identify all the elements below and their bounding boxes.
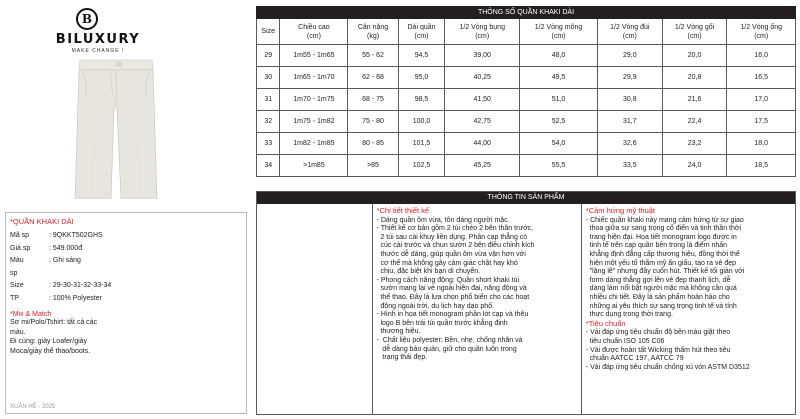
standard-text (586, 329, 791, 372)
spec-row: TP : 100% Polyester (10, 294, 102, 302)
table-cell: 42,75 (445, 111, 520, 133)
text-line: - Hình in họa tiết monogram phần lót cạp và thêu (376, 311, 529, 319)
text-line: cơ thể mà không gây cảm giác chật hay khó (376, 259, 518, 267)
table-cell: 31,7 (597, 111, 662, 133)
table-cell: 100,0 (398, 111, 445, 133)
spec-row: Màu sp : Ghi sáng (10, 257, 81, 277)
size-column-header: Dài quần (cm) (398, 19, 445, 45)
table-cell: 29 (257, 45, 280, 67)
spec-row: Mã sp : 9QKKT502GHS (10, 232, 103, 239)
table-cell: 68 - 75 (348, 89, 398, 111)
size-column-header: 1/2 Vòng đùi (cm) (597, 19, 662, 45)
table-row (257, 89, 796, 111)
table-cell: 51,0 (520, 89, 598, 111)
product-spec-box (5, 212, 247, 414)
text-line: form dáng thẳng gợi lên vẻ đẹp thanh lịch, dễ (585, 276, 731, 284)
mix-match-title: *Mix & Match (10, 311, 52, 318)
table-cell: >1m85 (280, 155, 348, 177)
size-table-title: THÔNG SỐ QUẦN KHAKI DÀI (257, 7, 796, 19)
text-line: - Phong cách năng động: Quần short khaki túi (376, 276, 520, 284)
table-cell: 17,0 (727, 89, 796, 111)
text-line: động ngoài trời, du lịch hay dạo phố. (376, 302, 495, 310)
text-line: những ai yêu thích sự sang trọng tinh tế và tính (585, 302, 737, 310)
product-info (256, 191, 796, 415)
table-row (257, 67, 796, 89)
table-row (257, 111, 796, 133)
season-label: XUÂN HÈ - 2025 (10, 404, 56, 410)
text-line: dàng làm nổi bật người mặc mà không cần quá (585, 285, 737, 293)
text-line: 2 túi sau cài khuy liền dụng. Phần cạp thẳng có (376, 233, 528, 241)
table-cell: 21,6 (662, 89, 727, 111)
design-details-text (377, 217, 577, 363)
table-cell: 80 - 85 (348, 133, 398, 155)
table-cell: 39,00 (445, 45, 520, 67)
mix-match-text: Sơ mi/Polo/Tshirt: tất cả các màu. Đi cùng: giày Loafer/giày Moca/giày thể thao/boots. (10, 319, 98, 355)
table-cell: 1m55 - 1m65 (280, 45, 348, 67)
table-cell: 101,5 (398, 133, 445, 155)
text-line: - Chất liệu polyester: Bền, nhẹ, chống nhăn và (376, 336, 523, 344)
product-name: *QUẦN KHAKI DÀI (10, 217, 74, 226)
text-line: logo B bên trái túi quần trước khẳng định (376, 319, 508, 327)
text-line: trạng thái đẹp. (376, 354, 428, 362)
text-line: - Vải được hoàn tất Wicking thấm hút theo tiêu (585, 346, 731, 354)
table-cell: 18,5 (727, 155, 796, 177)
text-line: khẳng định đẳng cấp thương hiệu, đồng thời thể (585, 250, 740, 258)
size-column-header: Cân nặng (kg) (348, 19, 398, 45)
design-details-title: *Chi tiết thiết kế (376, 206, 430, 215)
text-line: hiện một yếu tố thẩm mỹ ẩn giấu, tạo ra vẻ đẹp (585, 259, 736, 267)
text-line: chịu, đặc biệt khi bạn di chuyển. (376, 268, 481, 276)
text-line: - Thiết kế cơ bản gồm 2 túi chéo 2 bên thân trước, (376, 225, 534, 233)
text-line: - Dáng quần ôm vừa, tôn dáng người mặc. (376, 216, 510, 224)
table-cell: 1m82 - 1m85 (280, 133, 348, 155)
text-line: "lặng lẽ" nhưng đầy cuốn hút. Thiết kế tối giản với (585, 268, 745, 276)
text-line: dễ dàng bảo quản, giữ cho quần luôn trong (376, 345, 517, 353)
table-cell: 20,0 (662, 45, 727, 67)
table-row (257, 155, 796, 177)
biluxury-logo-icon: B (76, 8, 98, 30)
table-cell: 54,0 (520, 133, 598, 155)
table-cell: 18,0 (727, 133, 796, 155)
table-cell: 1m75 - 1m82 (280, 111, 348, 133)
size-column-header: 1/2 Vòng bụng (cm) (445, 19, 520, 45)
size-column-header: Chiều cao (cm) (280, 19, 348, 45)
table-cell: 23,2 (662, 133, 727, 155)
text-line: - Vải đáp ứng tiêu chuẩn chống xù vón ASTM D3512 (585, 363, 750, 371)
table-cell: 30,8 (597, 89, 662, 111)
text-line: tinh tế trên cạp quần bên trong là điểm nhấn (585, 242, 728, 250)
text-line: cúc cài trước và chun sườn 2 bên điều chỉnh kích (376, 242, 535, 250)
aesthetic-text (586, 217, 791, 320)
text-line: - Vải đáp ứng tiêu chuẩn độ bền màu giặt theo (585, 329, 731, 337)
table-cell: 48,0 (520, 45, 598, 67)
table-cell: 22,4 (662, 111, 727, 133)
aesthetic-column (582, 204, 795, 415)
table-cell: 20,8 (662, 67, 727, 89)
table-cell: 1m65 - 1m70 (280, 67, 348, 89)
size-column-header: 1/2 Vòng ống (cm) (727, 19, 796, 45)
size-column-header: 1/2 Vòng mông (cm) (520, 19, 598, 45)
size-table (256, 6, 796, 177)
spec-row: Size : 29-30-31-32-33-34 (10, 282, 112, 289)
table-cell: 40,25 (445, 67, 520, 89)
text-line: thoa giữa sự sang trọng cổ điển và tinh thần thời (585, 225, 742, 233)
text-line: trang hiện đại. Họa tiết monogram logo được in (585, 233, 737, 241)
table-cell: 31 (257, 89, 280, 111)
table-cell: 75 - 80 (348, 111, 398, 133)
text-line: nhiều chi tiết. Đây là sản phẩm hoàn hảo cho (585, 293, 730, 301)
aesthetic-title: *Cảm hứng mỹ thuật (585, 206, 656, 215)
table-cell: 32,6 (597, 133, 662, 155)
design-details-column (373, 204, 582, 415)
spec-row: Giá sp : 549.000đ (10, 244, 83, 252)
text-line: thước dễ dàng, giúp quần ôm vừa vặn hơn với (376, 250, 526, 258)
size-table-header-row (257, 19, 796, 45)
table-cell: 55,5 (520, 155, 598, 177)
text-line: tiêu chuẩn ISO 105 C06 (585, 337, 665, 345)
text-line: thể thao. Đây là lựa chọn phổ biến cho các hoạt (376, 293, 530, 301)
size-column-header: 1/2 Vòng gối (cm) (662, 19, 727, 45)
standard-title: *Tiêu chuẩn (585, 318, 626, 328)
product-info-title: THÔNG TIN SẢN PHẨM (257, 192, 795, 204)
table-cell: 98,5 (398, 89, 445, 111)
table-cell: 29,0 (597, 45, 662, 67)
text-line: chuẩn AATCC 197, AATCC 79 (585, 355, 684, 363)
table-cell: 62 - 68 (348, 67, 398, 89)
table-cell: 16,5 (727, 67, 796, 89)
table-cell: >85 (348, 155, 398, 177)
table-cell: 30 (257, 67, 280, 89)
text-line: sườn mang lại vẻ ngoài hiện đại, năng động và (376, 285, 527, 293)
table-cell: 29,9 (597, 67, 662, 89)
text-line: thực dụng trong thời trang. (585, 311, 673, 319)
table-cell: 49,5 (520, 67, 598, 89)
table-cell: 95,0 (398, 67, 445, 89)
table-cell: 32 (257, 111, 280, 133)
product-image (28, 56, 203, 199)
product-panel (0, 0, 251, 419)
table-row (257, 45, 796, 67)
table-cell: 41,50 (445, 89, 520, 111)
table-cell: 16,0 (727, 45, 796, 67)
table-cell: 52,5 (520, 111, 598, 133)
brand-logo (18, 8, 178, 54)
table-cell: 94,5 (398, 45, 445, 67)
info-empty-column (257, 204, 373, 415)
table-cell: 55 - 62 (348, 45, 398, 67)
brand-tagline: MAKE CHANGE ! (71, 48, 125, 54)
table-cell: 33 (257, 133, 280, 155)
table-cell: 24,0 (662, 155, 727, 177)
table-cell: 33,5 (597, 155, 662, 177)
table-row (257, 133, 796, 155)
table-cell: 34 (257, 155, 280, 177)
text-line: - Chiếc quần khaki này mang cảm hứng từ sự giao (585, 216, 744, 224)
text-line: thương hiệu. (376, 328, 421, 336)
table-cell: 1m70 - 1m75 (280, 89, 348, 111)
table-cell: 45,25 (445, 155, 520, 177)
table-cell: 102,5 (398, 155, 445, 177)
table-cell: 17,5 (727, 111, 796, 133)
table-cell: 44,00 (445, 133, 520, 155)
size-column-header: Size (257, 19, 280, 45)
brand-name: BILUXURY (55, 32, 141, 47)
